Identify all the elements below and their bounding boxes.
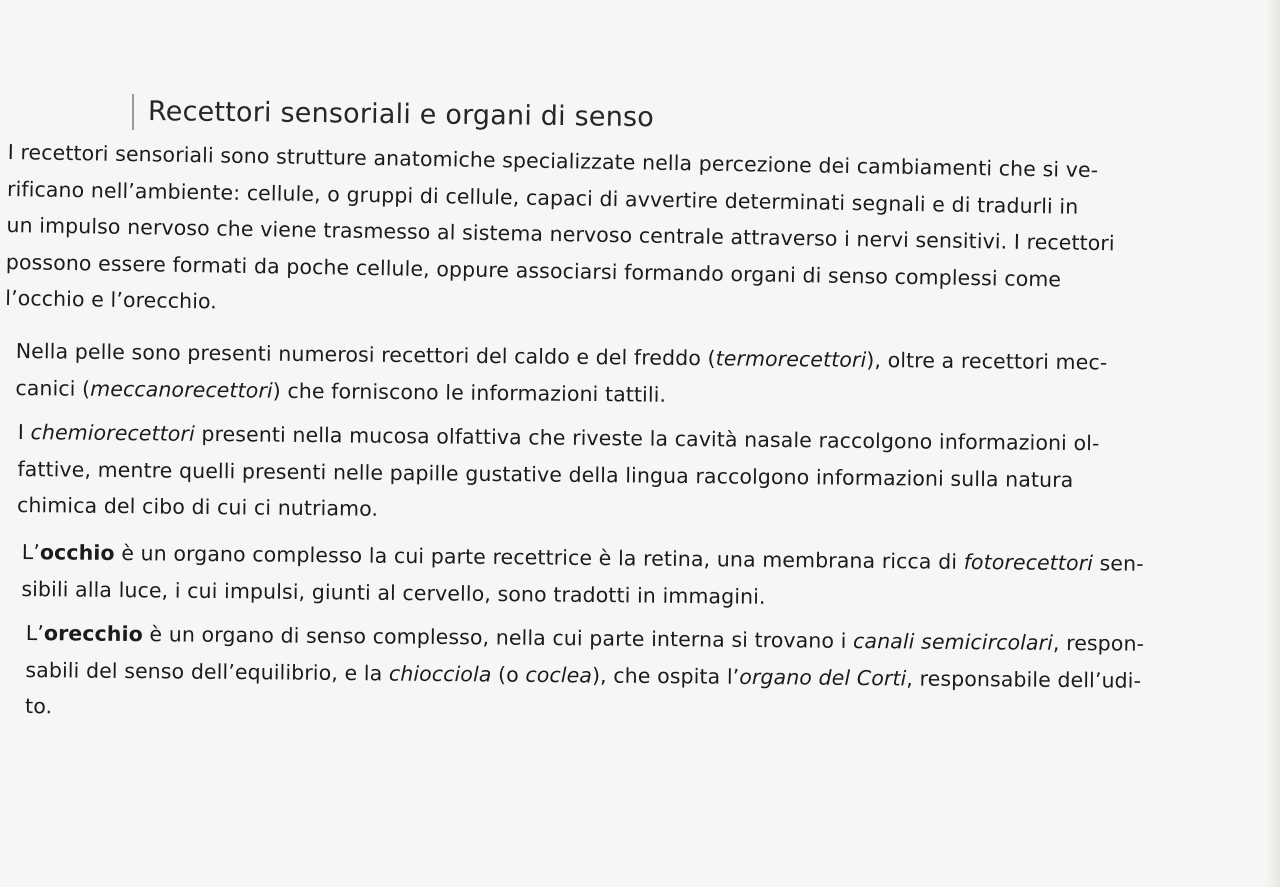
- italic-term: canali semicircolari: [853, 628, 1054, 655]
- text-line: chimica del cibo di cui ci nutriamo.: [16, 492, 379, 521]
- text-run: è un organo di senso complesso, nella cui parte interna si trovano i: [142, 622, 854, 653]
- text-line: possono essere formati da poche cellule, oppure associarsi formando organi di senso complessi come: [5, 249, 1062, 291]
- paragraph-skin: [15, 333, 1107, 417]
- text-line: to.: [25, 693, 53, 719]
- paragraph-eye: [21, 534, 1144, 619]
- text-line: un impulso nervoso che viene trasmesso al sistema nervoso centrale attraverso i nervi sensitivi. I recettori: [6, 212, 1115, 256]
- text-run: canici (: [15, 375, 91, 401]
- text-run: ), oltre a recettori mec-: [866, 347, 1108, 375]
- text-run: , respon-: [1052, 630, 1145, 656]
- text-line: rificano nell’ambiente: cellule, o gruppi di cellule, capaci di avvertire determinati segnali e di tradurli in: [6, 176, 1079, 219]
- text-run: è un organo complesso la cui parte recettrice è la retina, una membrana ricca di: [114, 540, 964, 574]
- text-run: presenti nella mucosa olfattiva che riveste la cavità nasale raccolgono informazioni ol-: [194, 421, 1100, 456]
- italic-term: termorecettori: [715, 346, 867, 372]
- text-run: sabili del senso dell’equilibrio, e la: [25, 657, 390, 685]
- paragraph-chemoreceptors: [17, 414, 1100, 535]
- text-run: L’: [25, 620, 45, 646]
- italic-term: coclea: [525, 662, 593, 687]
- text-line: l’occhio e l’orecchio.: [5, 285, 218, 314]
- heading-marker: [132, 94, 134, 130]
- text-line: I recettori sensoriali sono strutture anatomiche specializzate nella percezione dei cambiamenti che si ve-: [7, 139, 1099, 183]
- italic-term: chiocciola: [388, 660, 492, 686]
- italic-term: organo del Corti: [739, 664, 907, 690]
- text-run: I: [17, 419, 31, 445]
- text-run: ), che ospita l’: [591, 662, 740, 689]
- section-heading: Recettori sensoriali e organi di senso: [147, 96, 655, 134]
- text-run: ) che forniscono le informazioni tattili.: [272, 378, 667, 407]
- text-run: L’: [21, 539, 41, 565]
- page-edge-shadow: [1266, 0, 1280, 887]
- text-line: sibili alla luce, i cui impulsi, giunti al cervello, sono tradotti in immagini.: [21, 576, 766, 609]
- text-line: fattive, mentre quelli presenti nelle papille gustative della lingua raccolgono informazioni sulla natura: [17, 456, 1074, 492]
- bold-term: orecchio: [43, 621, 143, 647]
- text-run: , responsabile dell’udi-: [906, 665, 1142, 693]
- paragraph-ear: [25, 615, 1144, 735]
- text-run: sen-: [1092, 551, 1144, 576]
- bold-term: occhio: [39, 540, 115, 565]
- italic-term: meccanorecettori: [90, 376, 273, 403]
- text-run: (o: [491, 661, 526, 687]
- text-run: Nella pelle sono presenti numerosi recettori del caldo e del freddo (: [15, 338, 716, 371]
- italic-term: chemiorecettori: [30, 420, 195, 446]
- italic-term: fotorecettori: [963, 549, 1094, 576]
- paragraph-intro: [5, 134, 1116, 335]
